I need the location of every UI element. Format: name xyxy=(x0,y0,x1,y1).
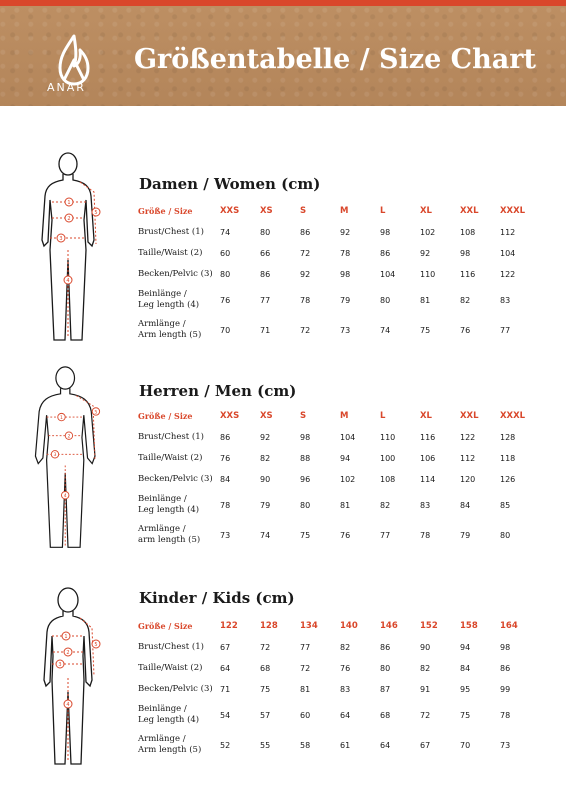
header-banner xyxy=(0,6,566,106)
size-table-kids xyxy=(138,615,540,760)
table-row: Becken/Pelvic (3) 84 90 96 102 108 114 120 126 xyxy=(138,474,516,484)
section-title: Kinder / Kids (cm) xyxy=(139,589,295,607)
table-row: Brust/Chest (1) 67 72 77 82 86 90 94 98 xyxy=(138,642,511,652)
marker-2: 2 xyxy=(67,216,71,222)
marker-5: 5 xyxy=(94,642,98,648)
table-row: Beinlänge / Leg length (4) 78 79 80 81 82 83 84 85 xyxy=(138,494,511,515)
kids-body-figure-icon xyxy=(30,584,110,774)
marker-2: 2 xyxy=(67,434,71,440)
page-title: Größentabelle / Size Chart xyxy=(134,44,536,75)
table-row: Beinlänge / Leg length (4) 54 57 60 64 68 72 75 78 xyxy=(138,704,511,725)
table-row: Armlänge / Arm length (5) 70 71 72 73 74 75 76 77 xyxy=(138,319,511,340)
table-header-row: Größe / Size XXS XS S M L XL XXL XXXL xyxy=(138,410,526,421)
table-row: Brust/Chest (1) 86 92 98 104 110 116 122 128 xyxy=(138,432,516,442)
table-row: Taille/Waist (2) 64 68 72 76 80 82 84 86 xyxy=(138,663,511,673)
table-row: Taille/Waist (2) 60 66 72 78 86 92 98 104 xyxy=(138,248,516,258)
table-header-row: Größe / Size 122 128 134 140 146 152 158 164 xyxy=(138,620,518,631)
size-table-men xyxy=(138,405,540,550)
men-body-figure-icon xyxy=(28,356,108,560)
marker-3: 3 xyxy=(53,453,57,459)
marker-5: 5 xyxy=(94,410,98,416)
marker-4: 4 xyxy=(63,494,67,500)
marker-1: 1 xyxy=(67,200,71,206)
marker-3: 3 xyxy=(58,662,62,668)
table-row: Armlänge / Arm length (5) 52 55 58 61 64 67 70 73 xyxy=(138,734,511,755)
section-title: Damen / Women (cm) xyxy=(139,175,321,193)
size-table-women xyxy=(138,200,540,345)
marker-1: 1 xyxy=(60,415,63,421)
marker-4: 4 xyxy=(66,702,70,708)
table-row: Armlänge / arm length (5) 73 74 75 76 77 78 79 80 xyxy=(138,524,511,545)
table-row: Becken/Pelvic (3) 71 75 81 83 87 91 95 99 xyxy=(138,684,511,694)
marker-4: 4 xyxy=(66,278,70,284)
table-row: Brust/Chest (1) 74 80 86 92 98 102 108 112 xyxy=(138,227,516,237)
women-body-figure-icon xyxy=(30,150,110,350)
section-title: Herren / Men (cm) xyxy=(139,382,297,400)
table-header-row: Größe / Size XXS XS S M L XL XXL XXXL xyxy=(138,205,526,216)
marker-1: 1 xyxy=(64,634,68,640)
marker-2: 2 xyxy=(66,650,70,656)
table-row: Becken/Pelvic (3) 80 86 92 98 104 110 116 122 xyxy=(138,269,516,279)
marker-5: 5 xyxy=(94,210,98,216)
marker-3: 3 xyxy=(59,236,63,242)
table-row: Beinlänge / Leg length (4) 76 77 78 79 80 81 82 83 xyxy=(138,289,511,310)
brand-name: ANAR xyxy=(47,81,86,94)
table-row: Taille/Waist (2) 76 82 88 94 100 106 112 118 xyxy=(138,453,516,463)
